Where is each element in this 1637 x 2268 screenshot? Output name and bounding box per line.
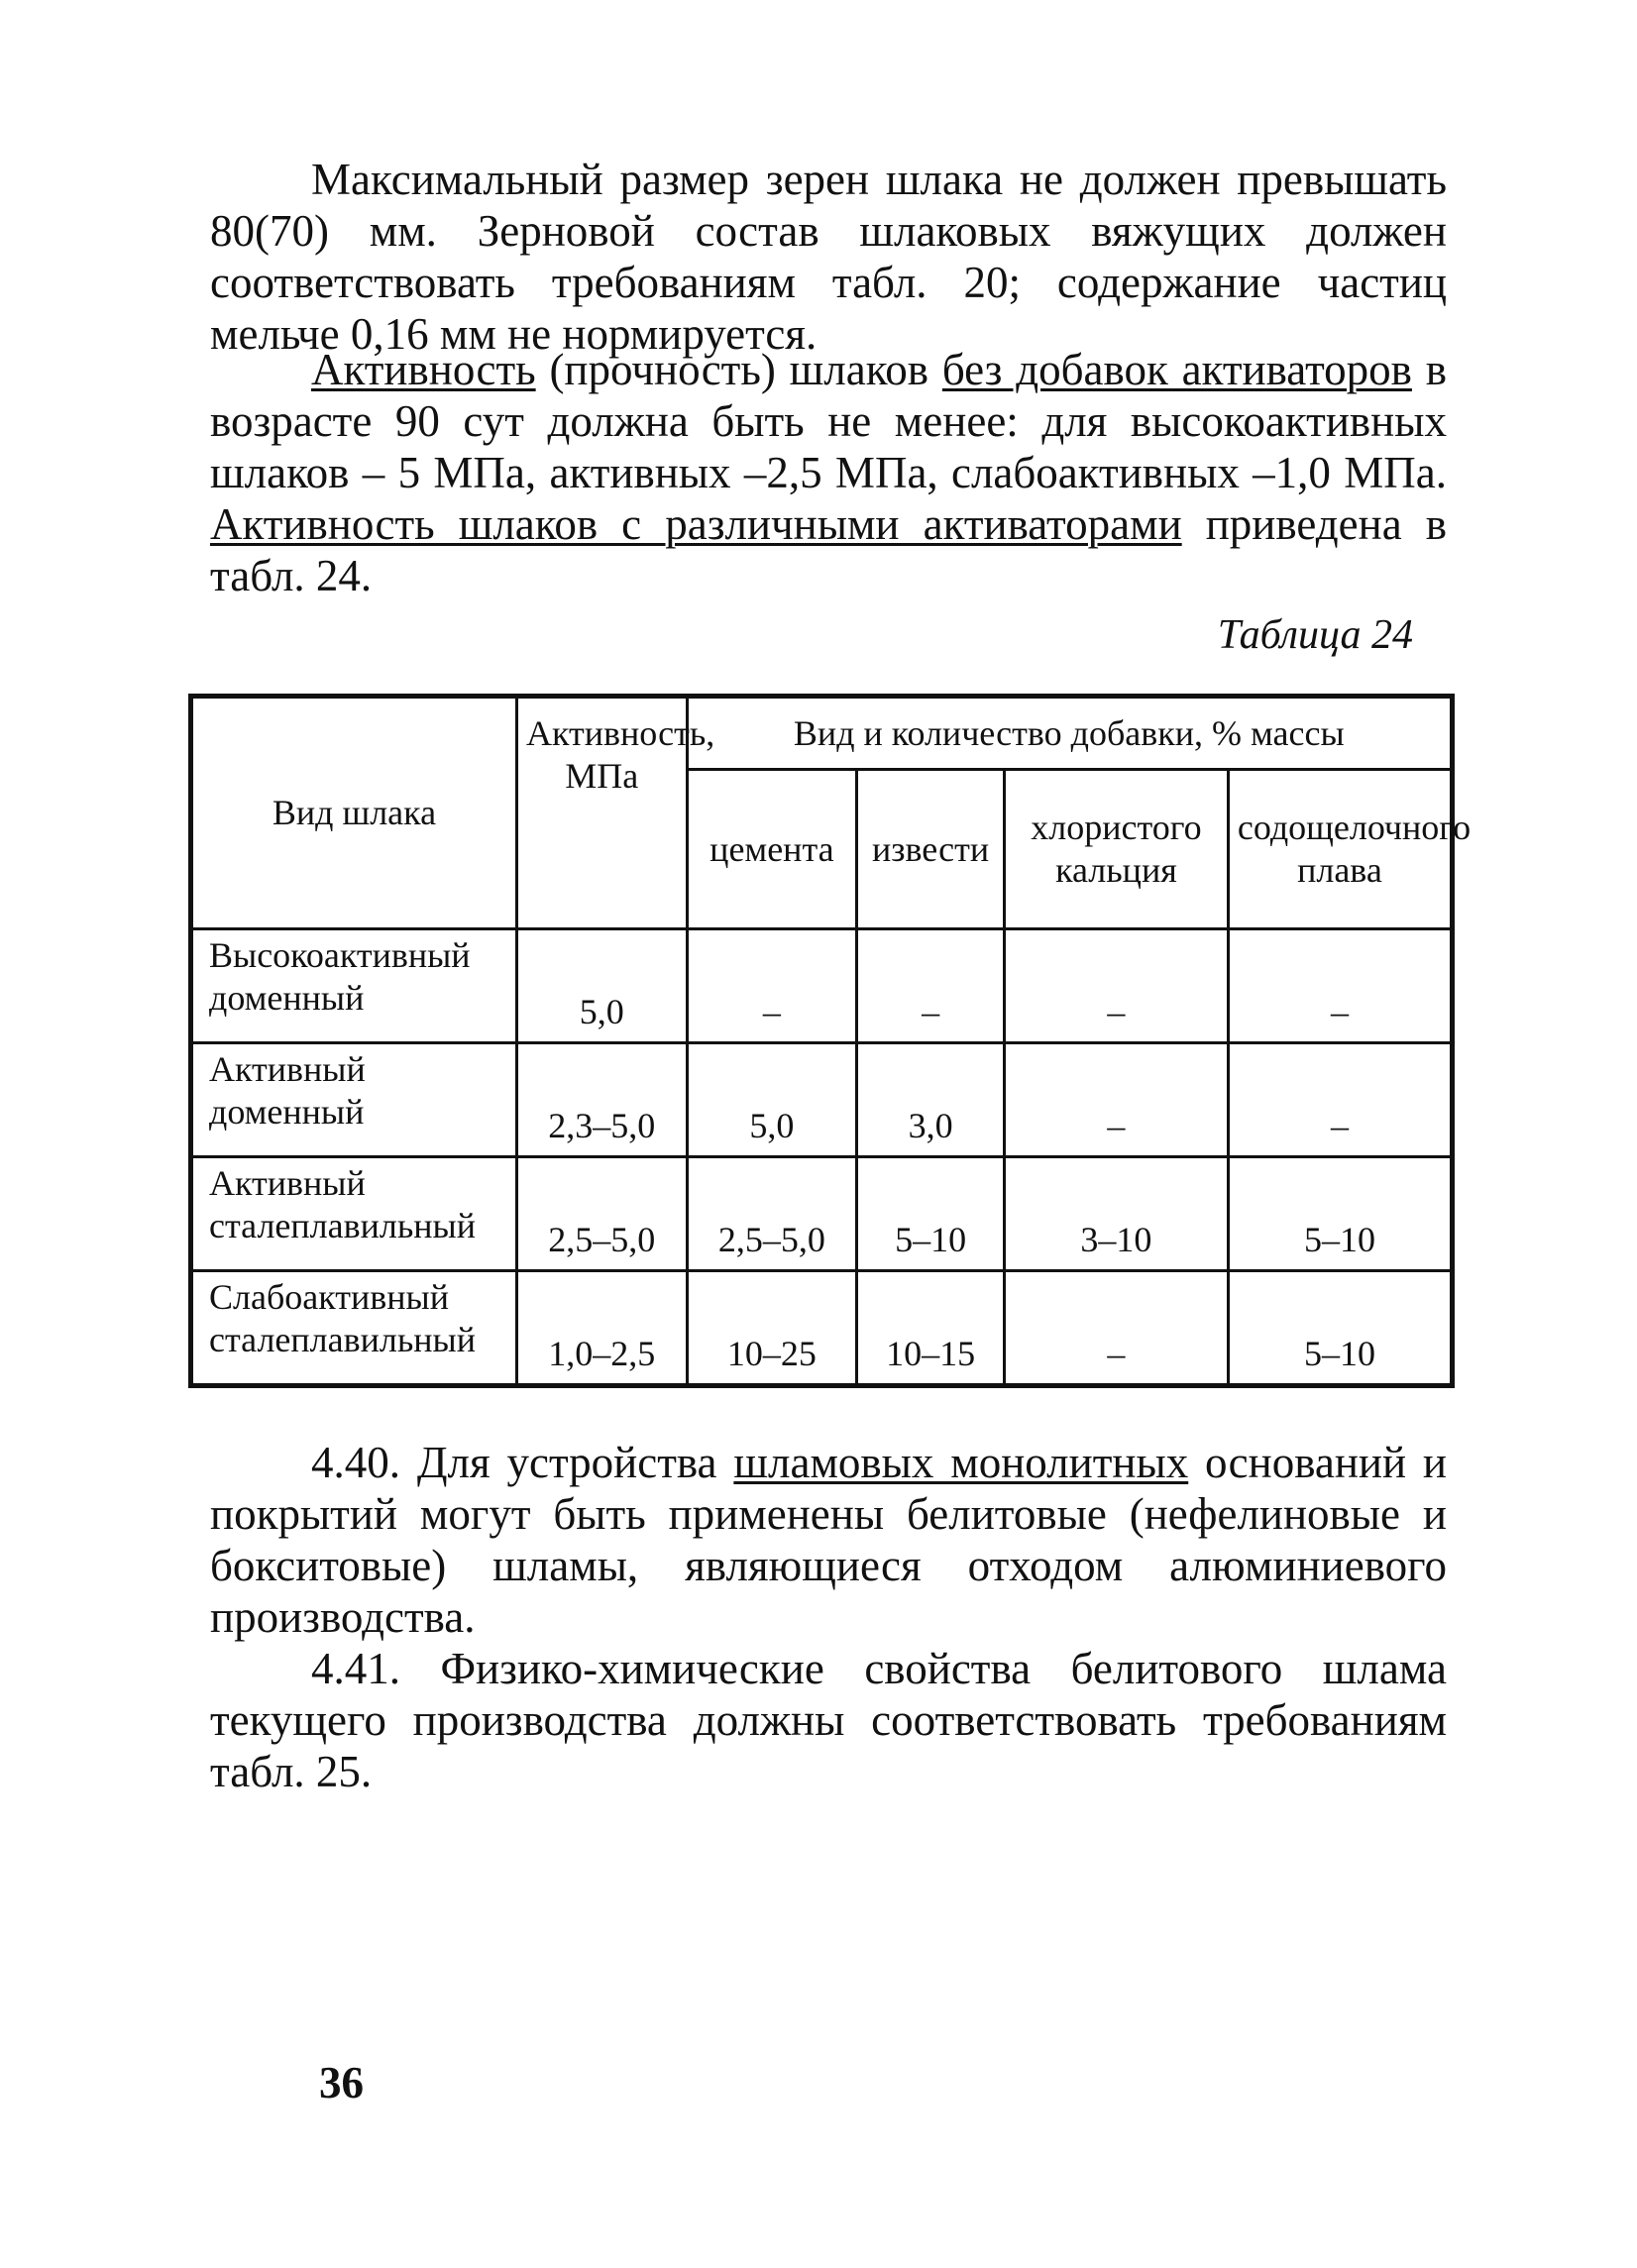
cell-cement: 5,0 bbox=[687, 1043, 857, 1157]
cell-calcium-chloride: – bbox=[1004, 1271, 1228, 1386]
text-segment: (прочность) шлаков bbox=[535, 345, 942, 394]
cell-soda-alloy: – bbox=[1228, 1043, 1452, 1157]
cell-lime: – bbox=[857, 929, 1005, 1043]
paragraph-slag-grain-size: Максимальный размер зерен шлака не должен превышать 80(70) мм. Зерновой состав шлаковых вяжущих должен соответствовать требованиям табл. 20; содержание частиц мельче 0,16 мм не нормируется. bbox=[210, 155, 1447, 359]
text-segment: 4.40. Для устройства bbox=[311, 1438, 734, 1487]
cell-calcium-chloride: – bbox=[1004, 929, 1228, 1043]
header-soda-alloy: содощелочного плава bbox=[1228, 770, 1452, 929]
underline-slurry-monolithic: шламовых монолитных bbox=[733, 1438, 1189, 1487]
header-additive-group: Вид и количество добавки, % массы bbox=[687, 697, 1452, 770]
header-slag-type: Вид шлака bbox=[191, 697, 517, 929]
cell-lime: 10–15 bbox=[857, 1271, 1005, 1386]
cell-slag-name: Слабоактивный сталеплавильный bbox=[191, 1271, 517, 1386]
text-segment: в возрасте 90 сут должна быть не менее: для высокоактивных шлаков – 5 МПа, активных –2,5 МПа, слабоактивных –1,0 МПа. bbox=[210, 345, 1447, 497]
underline-activity: Активность bbox=[311, 345, 536, 394]
cell-cement: 2,5–5,0 bbox=[687, 1157, 857, 1271]
cell-lime: 3,0 bbox=[857, 1043, 1005, 1157]
slag-activity-table bbox=[188, 694, 1472, 1388]
cell-calcium-chloride: 3–10 bbox=[1004, 1157, 1228, 1271]
table-row bbox=[191, 1043, 1453, 1157]
cell-slag-name: Активный сталеплавильный bbox=[191, 1157, 517, 1271]
cell-lime: 5–10 bbox=[857, 1157, 1005, 1271]
header-calcium-chloride: хлористого кальция bbox=[1004, 770, 1228, 929]
cell-soda-alloy: – bbox=[1228, 929, 1452, 1043]
cell-soda-alloy: 5–10 bbox=[1228, 1157, 1452, 1271]
table-caption: Таблица 24 bbox=[1217, 612, 1413, 658]
table-row bbox=[191, 1271, 1453, 1386]
cell-activity: 2,3–5,0 bbox=[516, 1043, 687, 1157]
underline-activity-with-activators: Активность шлаков с различными активаторами bbox=[210, 499, 1182, 549]
cell-activity: 2,5–5,0 bbox=[516, 1157, 687, 1271]
cell-calcium-chloride: – bbox=[1004, 1043, 1228, 1157]
cell-slag-name: Активный доменный bbox=[191, 1043, 517, 1157]
paragraph-section-4-40 bbox=[210, 1437, 1447, 1643]
underline-without-activators: без добавок активаторов bbox=[941, 345, 1412, 394]
header-cement: цемента bbox=[687, 770, 857, 929]
cell-activity: 1,0–2,5 bbox=[516, 1271, 687, 1386]
cell-slag-name: Высокоактивный доменный bbox=[191, 929, 517, 1043]
paragraph-slag-activity bbox=[210, 344, 1447, 601]
cell-cement: – bbox=[687, 929, 857, 1043]
text-segment: оснований и покрытий могут быть применены белитовые (нефелиновые и бокситовые) шламы, являющиеся отходом алюминиевого производства. bbox=[210, 1438, 1447, 1642]
cell-activity: 5,0 bbox=[516, 929, 687, 1043]
text-segment: приведена в табл. 24. bbox=[210, 499, 1448, 600]
header-activity: Активность, МПа bbox=[516, 697, 687, 929]
table-row bbox=[191, 1157, 1453, 1271]
header-lime: извести bbox=[857, 770, 1005, 929]
table-row bbox=[191, 929, 1453, 1043]
cell-soda-alloy: 5–10 bbox=[1228, 1271, 1452, 1386]
cell-cement: 10–25 bbox=[687, 1271, 857, 1386]
paragraph-section-4-41: 4.41. Физико-химические свойства белитового шлама текущего производства должны соответствовать требованиям табл. 25. bbox=[210, 1644, 1447, 1796]
page-number: 36 bbox=[319, 2058, 364, 2107]
